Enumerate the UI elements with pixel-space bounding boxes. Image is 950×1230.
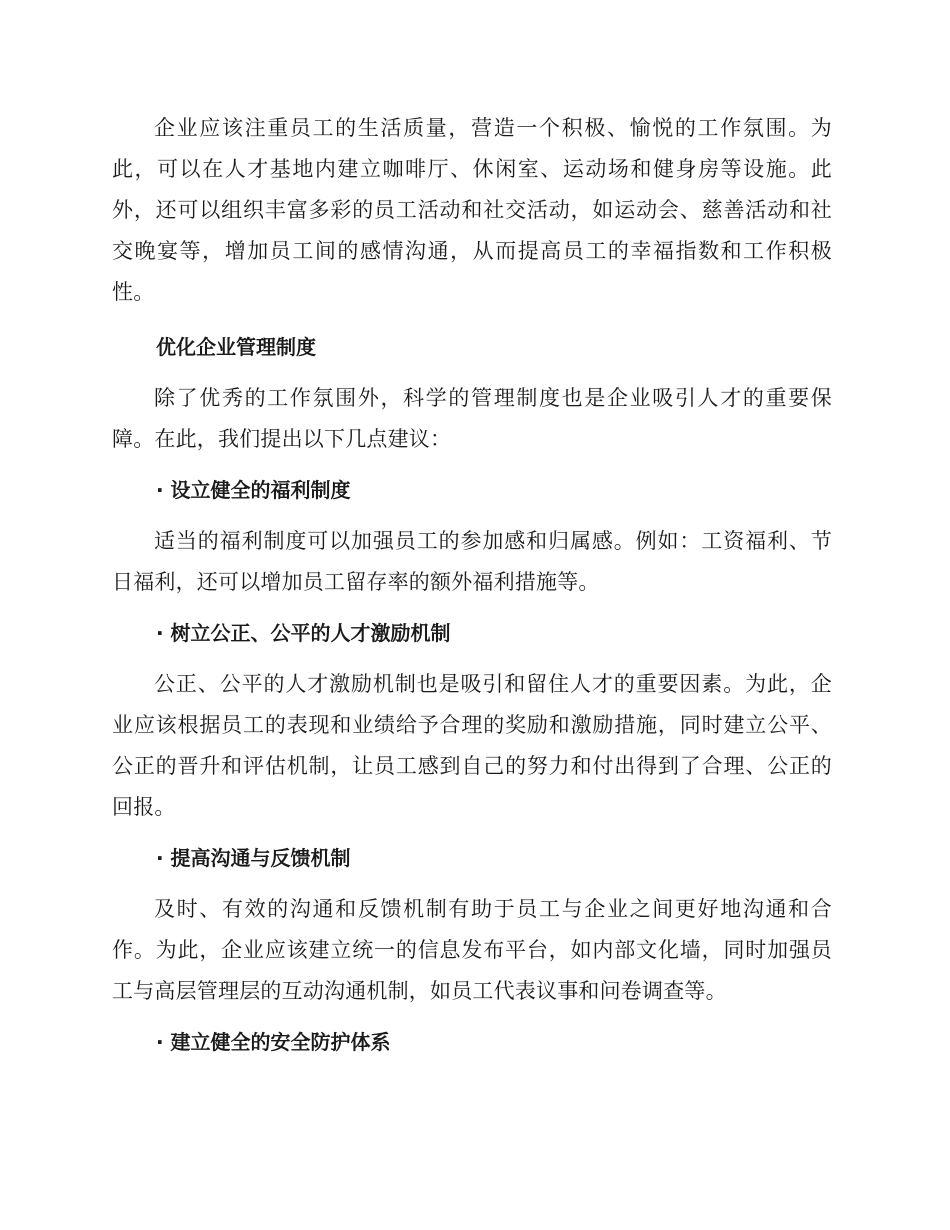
paragraph-management-intro: 除了优秀的工作氛围外，科学的管理制度也是企业吸引人才的重要保障。在此，我们提出以下几点建议： [112,386,832,451]
paragraph-welfare: 适当的福利制度可以加强员工的参加感和归属感。例如：工资福利、节日福利，还可以增加员工留存率的额外福利措施等。 [112,529,832,594]
bullet-heading-communication: · 提高沟通与反馈机制 [156,846,351,870]
section-heading-management: 优化企业管理制度 [156,335,316,359]
paragraph-incentive: 公正、公平的人才激励机制也是吸引和留住人才的重要因素。为此，企业应该根据员工的表现和业绩给予合理的奖励和激励措施，同时建立公平、公正的晋升和评估机制，让员工感到自己的努力和付出得到了合理、公正的回报。 [112,672,832,819]
paragraph-work-atmosphere: 企业应该注重员工的生活质量，营造一个积极、愉悦的工作氛围。为此，可以在人才基地内建立咖啡厅、休闲室、运动场和健身房等设施。此外，还可以组织丰富多彩的员工活动和社交活动，如运动会、慈善活动和社交晚宴等，增加员工间的感情沟通，从而提高员工的幸福指数和工作积极性。 [112,116,832,304]
bullet-heading-safety: · 建立健全的安全防护体系 [156,1030,391,1054]
bullet-heading-incentive: · 树立公正、公平的人才激励机制 [156,621,451,645]
document-page [112,108,832,1073]
paragraph-communication: 及时、有效的沟通和反馈机制有助于员工与企业之间更好地沟通和合作。为此，企业应该建立统一的信息发布平台，如内部文化墙，同时加强员工与高层管理层的互动沟通机制，如员工代表议事和问卷调查等。 [112,897,832,1003]
bullet-heading-welfare: · 设立健全的福利制度 [156,478,351,502]
